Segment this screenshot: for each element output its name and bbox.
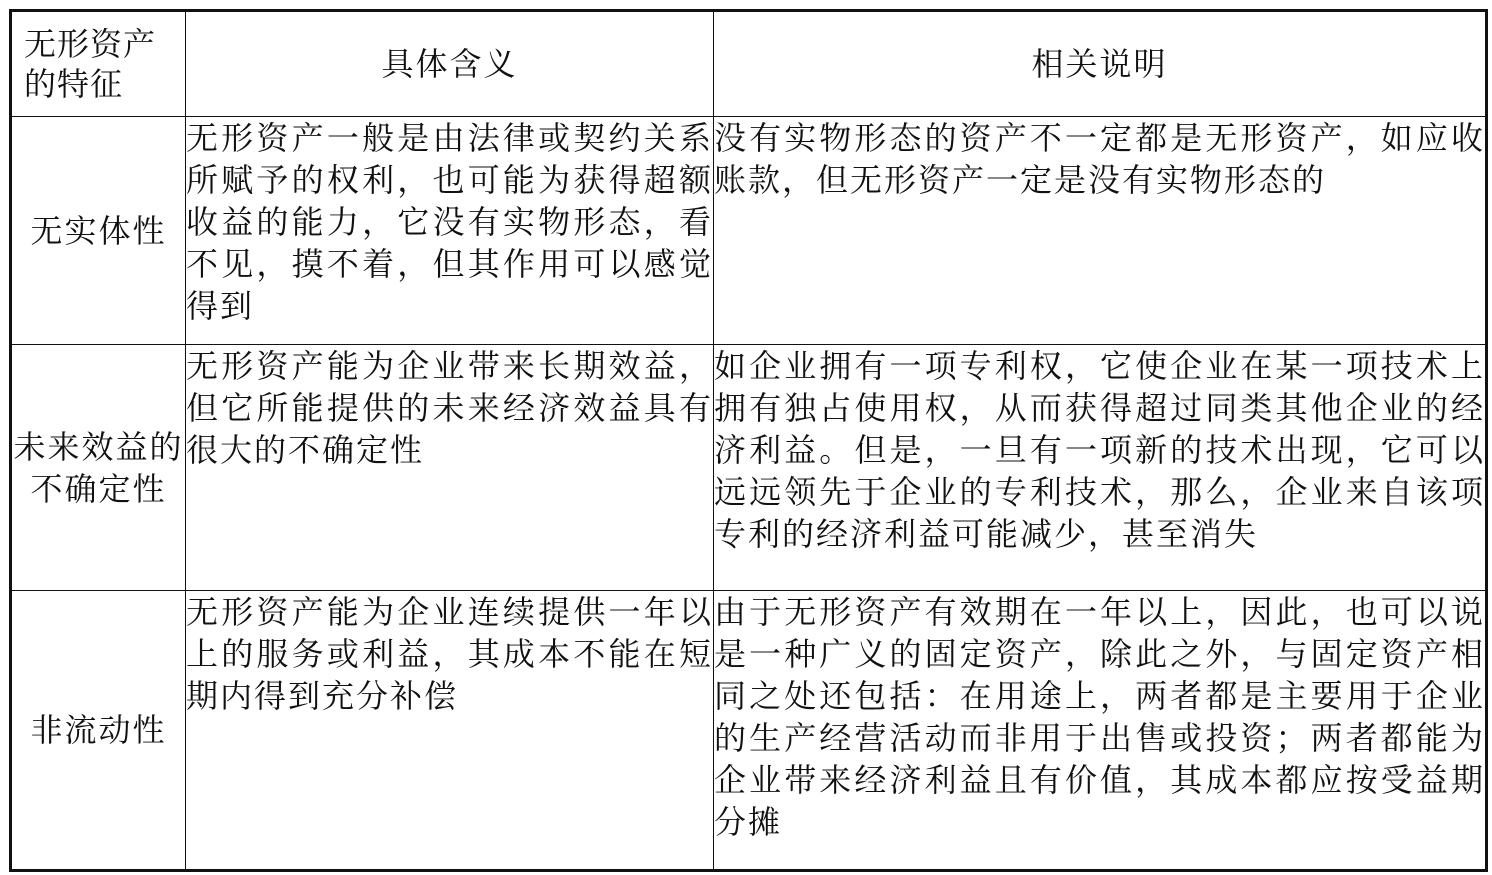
table-row bbox=[11, 117, 1487, 345]
table-row bbox=[11, 591, 1487, 871]
intangible-asset-features-table bbox=[9, 9, 1488, 872]
note-cell: 没有实物形态的资产不一定都是无形资产，如应收账款，但无形资产一定是没有实物形态的 bbox=[714, 117, 1487, 345]
header-feature: 无形资产的特征 bbox=[11, 11, 186, 117]
table-header-row bbox=[11, 11, 1487, 117]
feature-cell: 非流动性 bbox=[11, 591, 186, 871]
header-meaning: 具体含义 bbox=[186, 11, 714, 117]
table-row bbox=[11, 345, 1487, 591]
note-cell: 如企业拥有一项专利权，它使企业在某一项技术上拥有独占使用权，从而获得超过同类其他企业的经济利益。但是，一旦有一项新的技术出现，它可以远远领先于企业的专利技术，那么，企业来自该项专利的经济利益可能减少，甚至消失 bbox=[714, 345, 1487, 591]
feature-cell: 未来效益的不确定性 bbox=[11, 345, 186, 591]
header-note: 相关说明 bbox=[714, 11, 1487, 117]
meaning-cell: 无形资产能为企业连续提供一年以上的服务或利益，其成本不能在短期内得到充分补偿 bbox=[186, 591, 714, 871]
meaning-cell: 无形资产一般是由法律或契约关系所赋予的权利，也可能为获得超额收益的能力，它没有实物形态，看不见，摸不着，但其作用可以感觉得到 bbox=[186, 117, 714, 345]
note-cell: 由于无形资产有效期在一年以上，因此，也可以说是一种广义的固定资产，除此之外，与固定资产相同之处还包括：在用途上，两者都是主要用于企业的生产经营活动而非用于出售或投资；两者都能为企业带来经济利益且有价值，其成本都应按受益期分摊 bbox=[714, 591, 1487, 871]
feature-cell: 无实体性 bbox=[11, 117, 186, 345]
meaning-cell: 无形资产能为企业带来长期效益，但它所能提供的未来经济效益具有很大的不确定性 bbox=[186, 345, 714, 591]
